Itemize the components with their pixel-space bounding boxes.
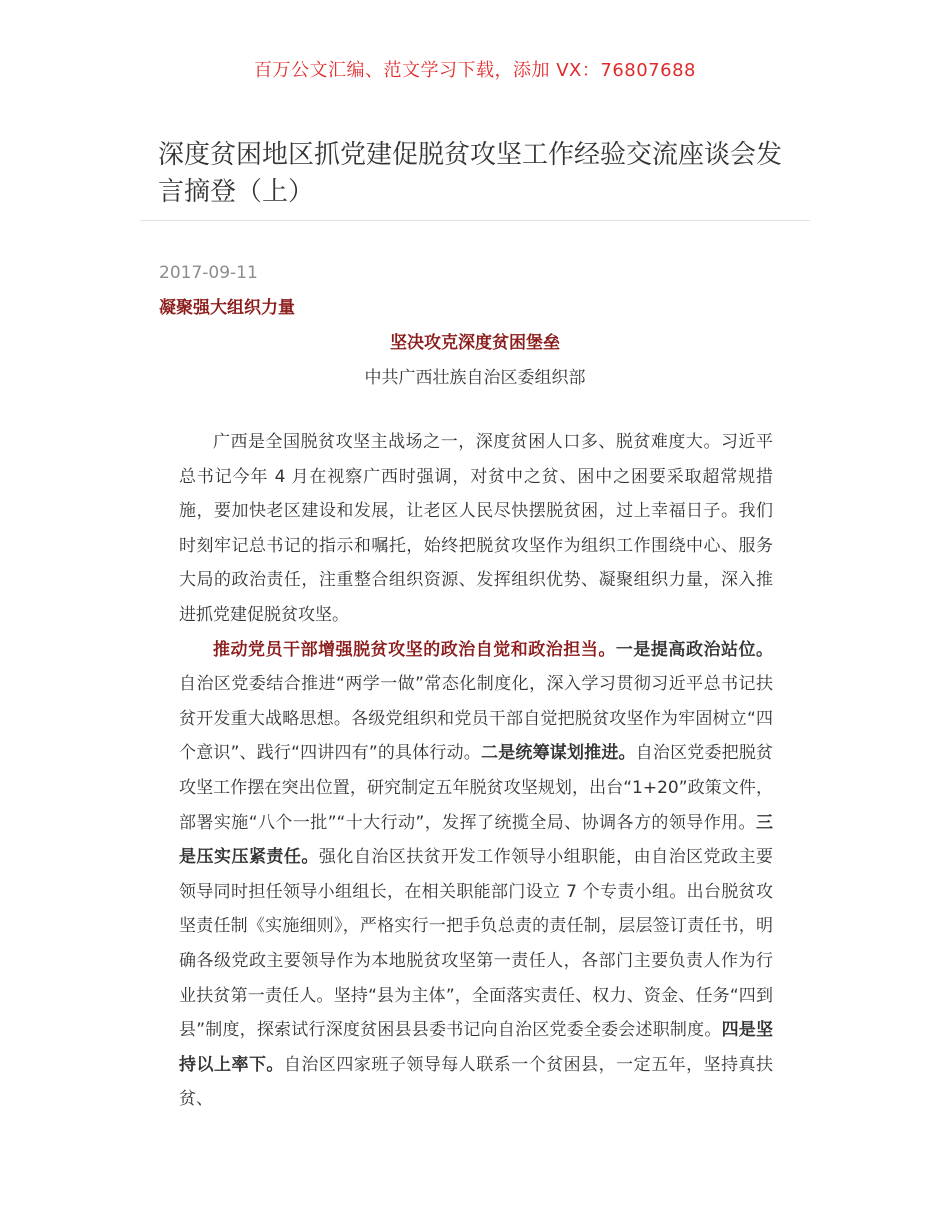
point-3-heading: 三是压实压紧责任。 — [179, 812, 773, 868]
title-divider — [140, 220, 810, 221]
point-2-heading: 二是统筹谋划推进。 — [481, 743, 636, 764]
article-body — [179, 425, 773, 1117]
article-author: 中共广西壮族自治区委组织部 — [364, 368, 586, 388]
point-1-text: 自治区党委结合推进“两学一做”常态化制度化，深入学习贯彻习近平总书记扶贫开发重大战略思想。各级党组织和党员干部自觉把脱贫攻坚作为牢固树立“四个意识”、践行“四讲四有”的具体行动。 — [179, 674, 773, 764]
paragraph-2-lead: 推动党员干部增强脱贫攻坚的政治自觉和政治担当。 — [213, 639, 616, 660]
promo-banner: 百万公文汇编、范文学习下载，添加 VX：76807688 — [254, 60, 696, 81]
section-heading: 凝聚强大组织力量 — [159, 298, 295, 318]
publish-date: 2017-09-11 — [159, 263, 258, 283]
point-3-text: 强化自治区扶贫开发工作领导小组职能，由自治区党政主要领导同时担任领导小组组长，在相关职能部门设立 7 个专责小组。出台脱贫攻坚责任制《实施细则》，严格实行一把手负总责的责任制，层层签订责任书，明确各级党政主要领导作为本地脱贫攻坚第一责任人，各部门主要负责人作为行业扶贫第一责任人。坚持“县为主体”，全面落实责任、权力、资金、任务“四到县”制度，探索试行深度贫困县县委书记向自治区党委全委会述职制度。 — [179, 847, 774, 1041]
point-4-heading: 四是坚持以上率下。 — [179, 1020, 774, 1075]
article-subtitle: 坚决攻克深度贫困堡垒 — [390, 333, 560, 353]
article-title: 深度贫困地区抓党建促脱贫攻坚工作经验交流座谈会发言摘登（上） — [158, 140, 783, 207]
paragraph-2 — [179, 633, 773, 1117]
paragraph-1: 广西是全国脱贫攻坚主战场之一，深度贫困人口多、脱贫难度大。习近平总书记今年 4 月在视察广西时强调，对贫中之贫、困中之困要采取超常规措施，要加快老区建设和发展，让老区人民尽快摆脱贫困，过上幸福日子。我们时刻牢记总书记的指示和嘱托，始终把脱贫攻坚作为组织工作围绕中心、服务大局的政治责任，注重整合组织资源、发挥组织优势、凝聚组织力量，深入推进抓党建促脱贫攻坚。 — [179, 432, 773, 625]
point-2-text: 自治区党委把脱贫攻坚工作摆在突出位置，研究制定五年脱贫攻坚规划，出台“1+20”政策文件，部署实施“八个一批”“十大行动”，发挥了统揽全局、协调各方的领导作用。 — [179, 743, 774, 833]
point-4-text: 自治区四家班子领导每人联系一个贫困县，一定五年，坚持真扶贫、 — [179, 1054, 774, 1110]
point-1-heading: 一是提高政治站位。 — [615, 639, 774, 660]
